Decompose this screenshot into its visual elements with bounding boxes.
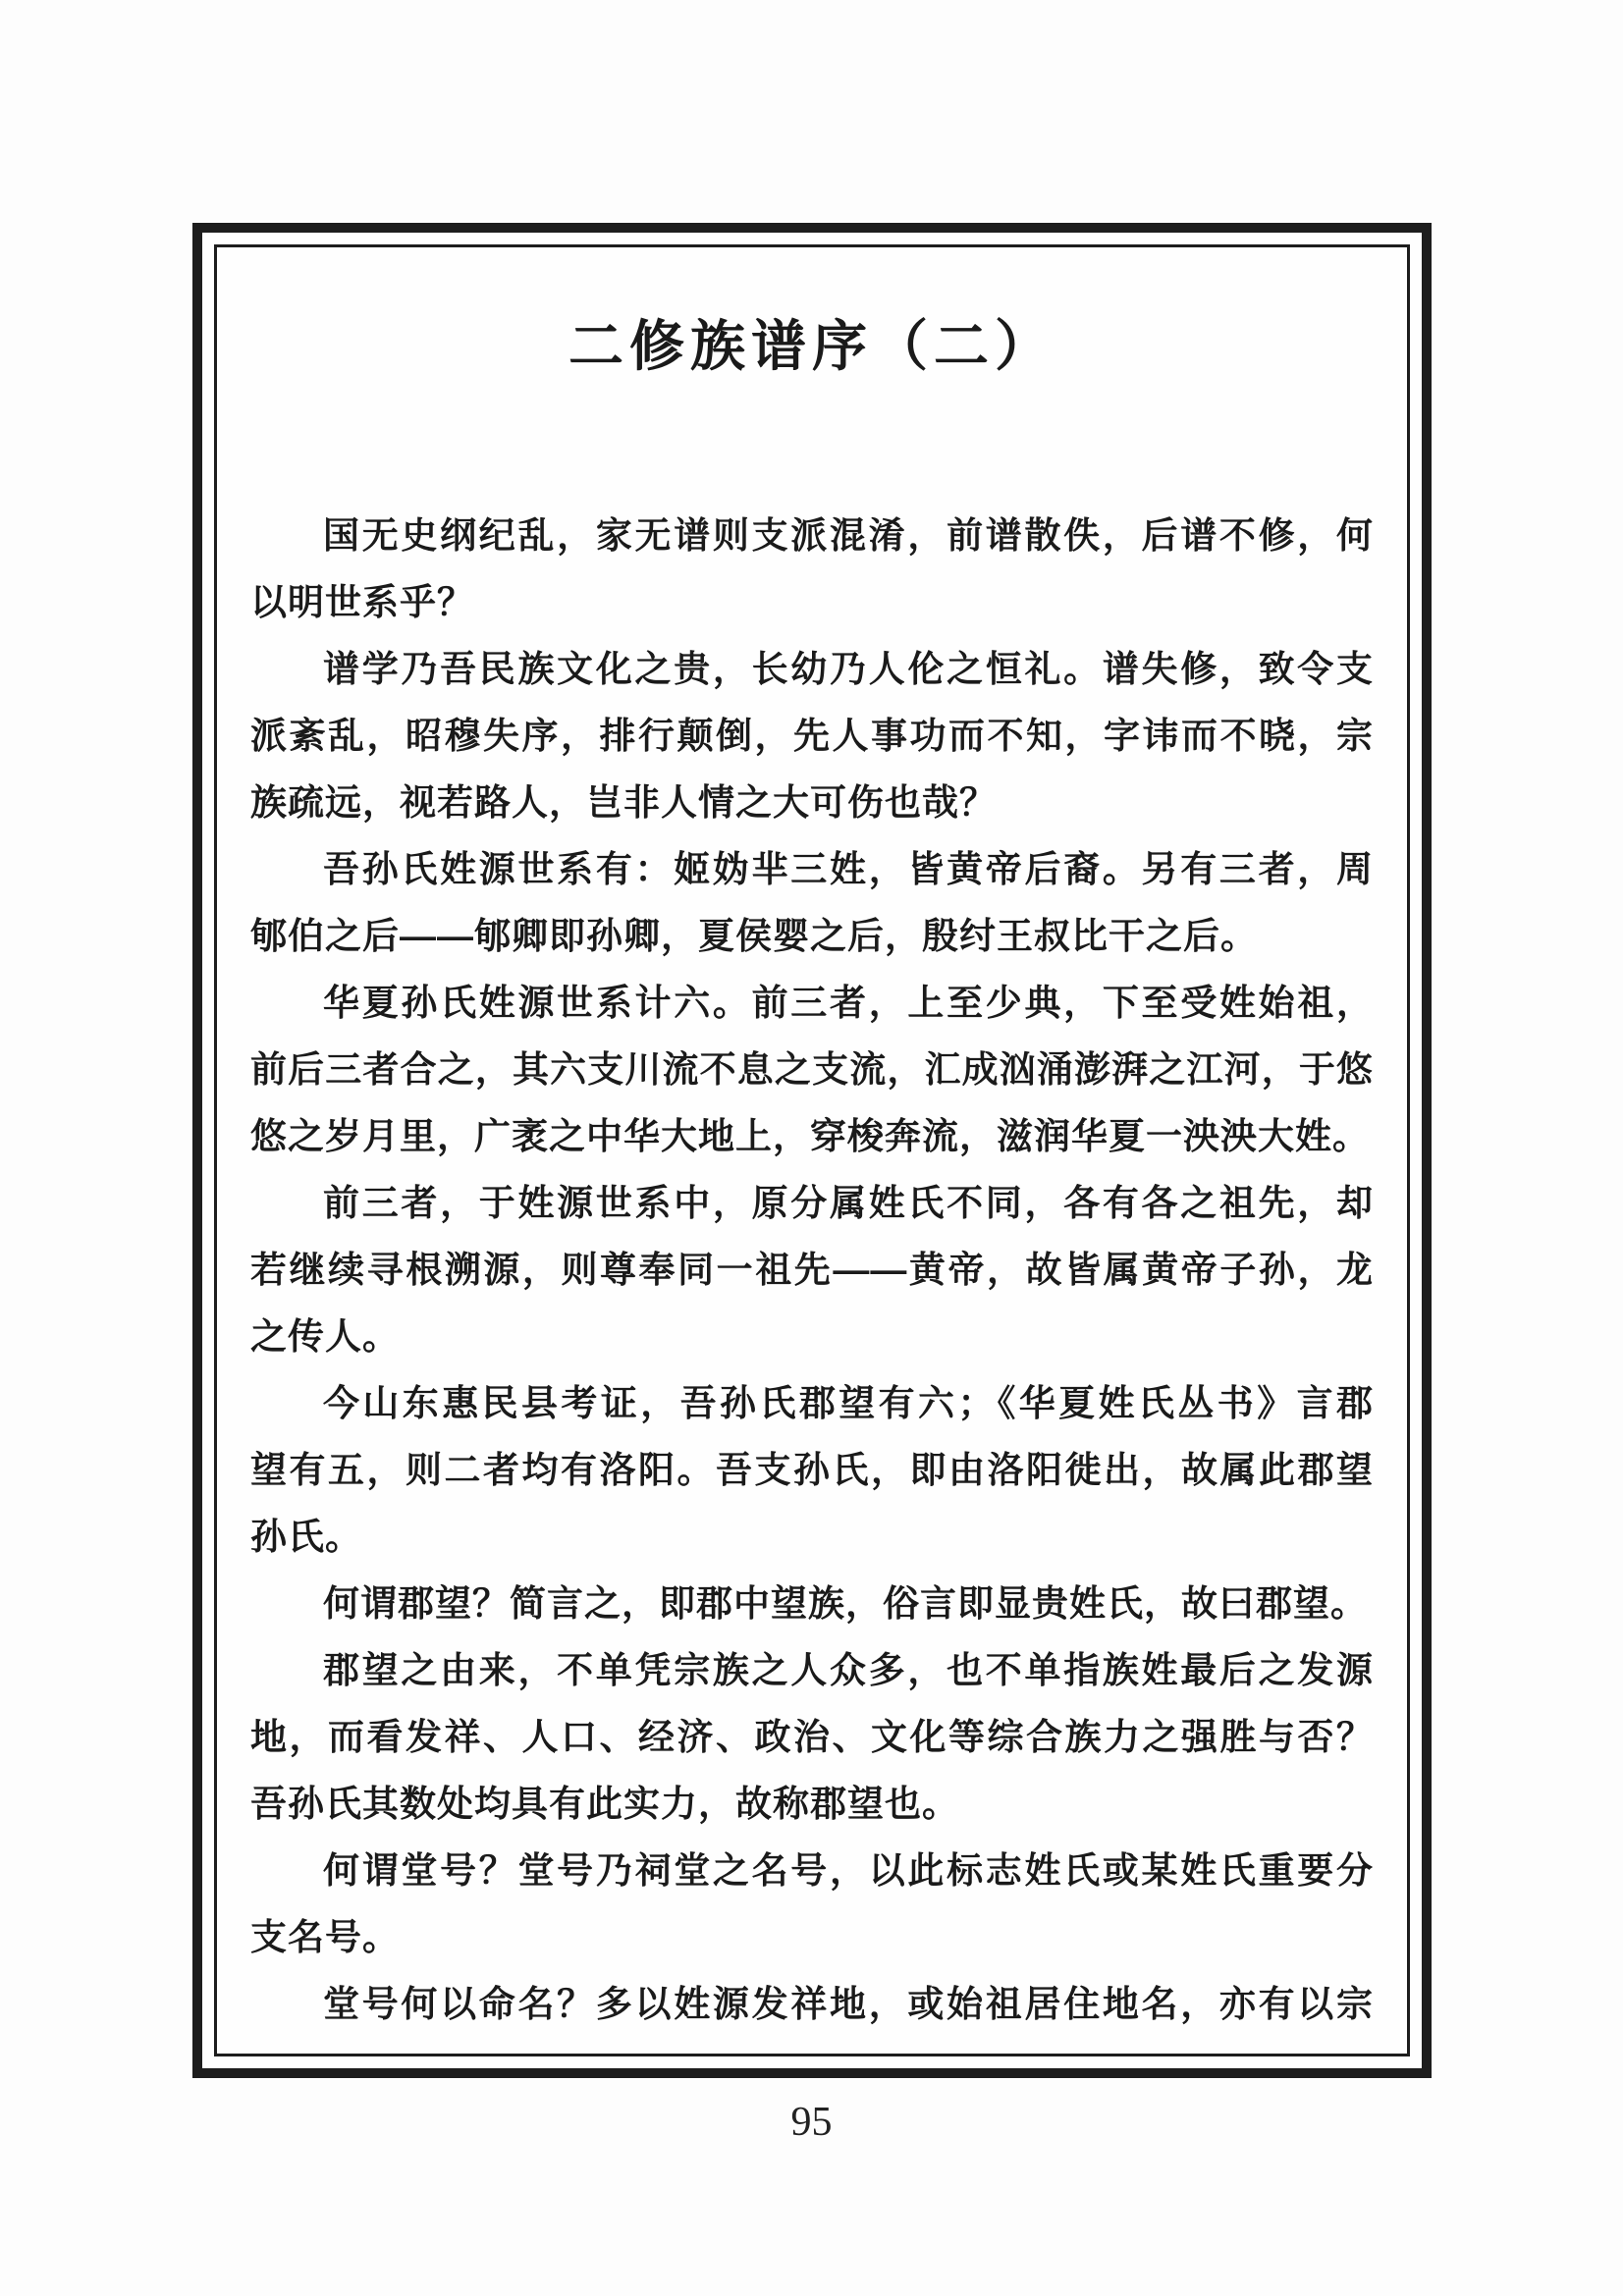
text-line: 堂号何以命名？多以姓源发祥地，或始祖居住地名，亦有以宗 [323,1984,1374,2024]
page-number: 95 [790,2100,833,2145]
text-line: 今山东惠民县考证，吾孙氏郡望有六；《华夏姓氏丛书》言郡 [323,1383,1374,1423]
text-line: 谱学乃吾民族文化之贵，长幼乃人伦之恒礼。谱失修，致令支 [323,649,1374,689]
text-line: 前三者，于姓源世系中，原分属姓氏不同，各有各之祖先，却 [323,1183,1374,1223]
inner-frame [214,244,1410,2056]
text-line: 派紊乱，昭穆失序，排行颠倒，先人事功而不知，字讳而不晓，宗 [250,716,1374,756]
text-line: 以明世系乎？ [250,582,474,622]
outer-frame [192,223,1432,2078]
text-line: 吾孙氏姓源世系有：姬妫芈三姓，皆黄帝后裔。另有三者，周 [323,849,1374,889]
text-line: 前后三者合之，其六支川流不息之支流，汇成汹涌澎湃之江河，于悠 [250,1049,1374,1090]
text-line: 华夏孙氏姓源世系计六。前三者，上至少典，下至受姓始祖， [323,983,1374,1023]
page-title: 二修族谱序（二） [568,315,1055,377]
text-line: 郡望之由来，不单凭宗族之人众多，也不单指族姓最后之发源 [323,1650,1374,1690]
text-line: 若继续寻根溯源，则尊奉同一祖先——黄帝，故皆属黄帝子孙，龙 [250,1250,1374,1290]
text-line: 何谓郡望？简言之，即郡中望族，俗言即显贵姓氏，故曰郡望。 [323,1583,1368,1624]
text-line: 望有五，则二者均有洛阳。吾支孙氏，即由洛阳徙出，故属此郡望 [250,1450,1374,1490]
text-line: 支名号。 [250,1917,400,1957]
text-line: 地，而看发祥、人口、经济、政治、文化等综合族力之强胜与否？ [250,1717,1374,1757]
body-text [250,503,1374,2038]
text-line: 悠之岁月里，广袤之中华大地上，穿梭奔流，滋润华夏一泱泱大姓。 [250,1116,1370,1156]
text-line: 国无史纲纪乱，家无谱则支派混淆，前谱散佚，后谱不修，何 [323,515,1374,556]
text-line: 孙氏。 [250,1517,362,1557]
text-line: 之传人。 [250,1316,400,1357]
text-line: 族疏远，视若路人，岂非人情之大可伤也哉？ [250,782,997,823]
text-line: 何谓堂号？堂号乃祠堂之名号，以此标志姓氏或某姓氏重要分 [323,1850,1374,1891]
text-line: 吾孙氏其数处均具有此实力，故称郡望也。 [250,1784,959,1824]
text-line: 郇伯之后——郇卿即孙卿，夏侯婴之后，殷纣王叔比干之后。 [250,916,1258,956]
